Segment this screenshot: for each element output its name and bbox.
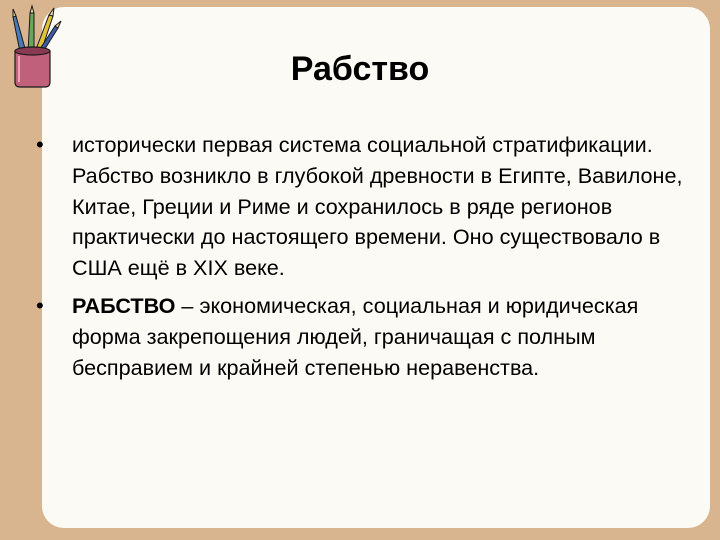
bullet-text: – экономическая, социальная и юридическая форма закрепощения людей, граничащая с полным бесправием и крайней степенью неравенства. bbox=[72, 292, 639, 380]
definition-term: РАБСТВО bbox=[72, 292, 176, 318]
bullet-marker: • bbox=[36, 292, 44, 318]
bullet-list bbox=[34, 130, 694, 390]
bullet-item bbox=[34, 291, 694, 383]
bullet-text: исторически первая система социальной стратификации. Рабство возникло в глубокой древности в Египте, Вавилоне, Китае, Греции и Риме и сохранилось в ряде регионов практически до настоящего времени. Оно существовало в США ещё в XIX веке. bbox=[72, 132, 683, 281]
bullet-item bbox=[34, 130, 694, 284]
bullet-marker: • bbox=[36, 132, 44, 157]
slide-title: Рабство bbox=[290, 50, 430, 88]
